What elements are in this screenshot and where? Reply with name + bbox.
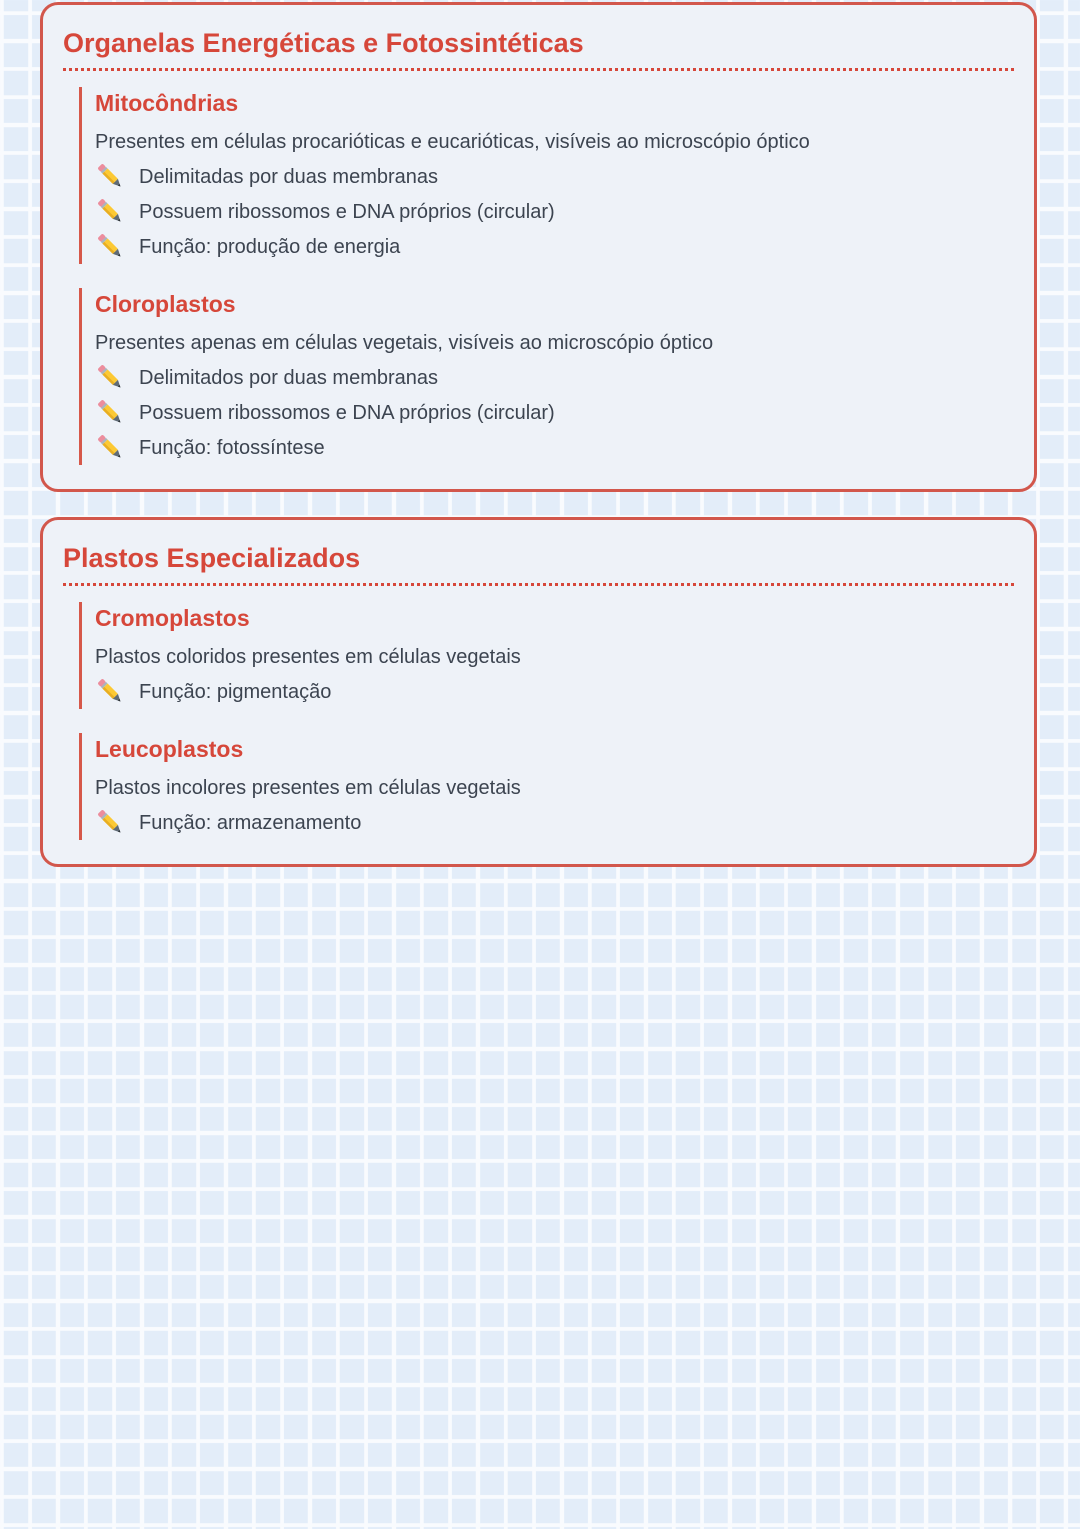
bullet-list bbox=[95, 163, 1014, 260]
bullet-list bbox=[95, 364, 1014, 461]
bullet-text: Delimitadas por duas membranas bbox=[139, 165, 439, 188]
pencil-icon bbox=[97, 399, 124, 426]
section-description: Presentes apenas em células vegetais, visíveis ao microscópio óptico bbox=[95, 332, 714, 354]
section-mitocondrias bbox=[79, 87, 1014, 264]
card-title: Plastos Especializados bbox=[63, 542, 1014, 586]
card-plastos-especializados bbox=[40, 517, 1037, 867]
pencil-icon bbox=[97, 198, 124, 225]
list-item bbox=[95, 678, 1014, 705]
pencil-icon bbox=[97, 434, 124, 461]
list-item bbox=[95, 809, 1014, 836]
list-item bbox=[95, 233, 1014, 260]
bullet-list bbox=[95, 678, 1014, 705]
section-heading: Cloroplastos bbox=[95, 291, 236, 317]
section-heading: Mitocôndrias bbox=[95, 90, 239, 116]
bullet-text: Possuem ribossomos e DNA próprios (circular) bbox=[139, 401, 555, 424]
card-organelas-energeticas bbox=[40, 2, 1037, 492]
pencil-icon bbox=[97, 163, 124, 190]
bullet-text: Possuem ribossomos e DNA próprios (circular) bbox=[139, 200, 555, 223]
section-leucoplastos bbox=[79, 733, 1014, 840]
list-item bbox=[95, 364, 1014, 391]
list-item bbox=[95, 198, 1014, 225]
bullet-list bbox=[95, 809, 1014, 836]
bullet-text: Delimitados por duas membranas bbox=[139, 366, 439, 389]
bullet-text: Função: pigmentação bbox=[139, 680, 332, 703]
list-item bbox=[95, 163, 1014, 190]
notes-page bbox=[0, 2, 1080, 867]
section-cloroplastos bbox=[79, 288, 1014, 465]
bullet-text: Função: fotossíntese bbox=[139, 436, 325, 459]
list-item bbox=[95, 399, 1014, 426]
pencil-icon bbox=[97, 364, 124, 391]
pencil-icon bbox=[97, 233, 124, 260]
section-heading: Leucoplastos bbox=[95, 736, 244, 762]
bullet-text: Função: armazenamento bbox=[139, 811, 362, 834]
card-title: Organelas Energéticas e Fotossintéticas bbox=[63, 27, 1014, 71]
section-description: Plastos coloridos presentes em células vegetais bbox=[95, 646, 521, 668]
bullet-text: Função: produção de energia bbox=[139, 235, 401, 258]
pencil-icon bbox=[97, 809, 124, 836]
pencil-icon bbox=[97, 678, 124, 705]
section-description: Plastos incolores presentes em células vegetais bbox=[95, 777, 521, 799]
section-heading: Cromoplastos bbox=[95, 605, 250, 631]
section-description: Presentes em células procarióticas e eucarióticas, visíveis ao microscópio óptico bbox=[95, 131, 810, 153]
list-item bbox=[95, 434, 1014, 461]
section-cromoplastos bbox=[79, 602, 1014, 709]
